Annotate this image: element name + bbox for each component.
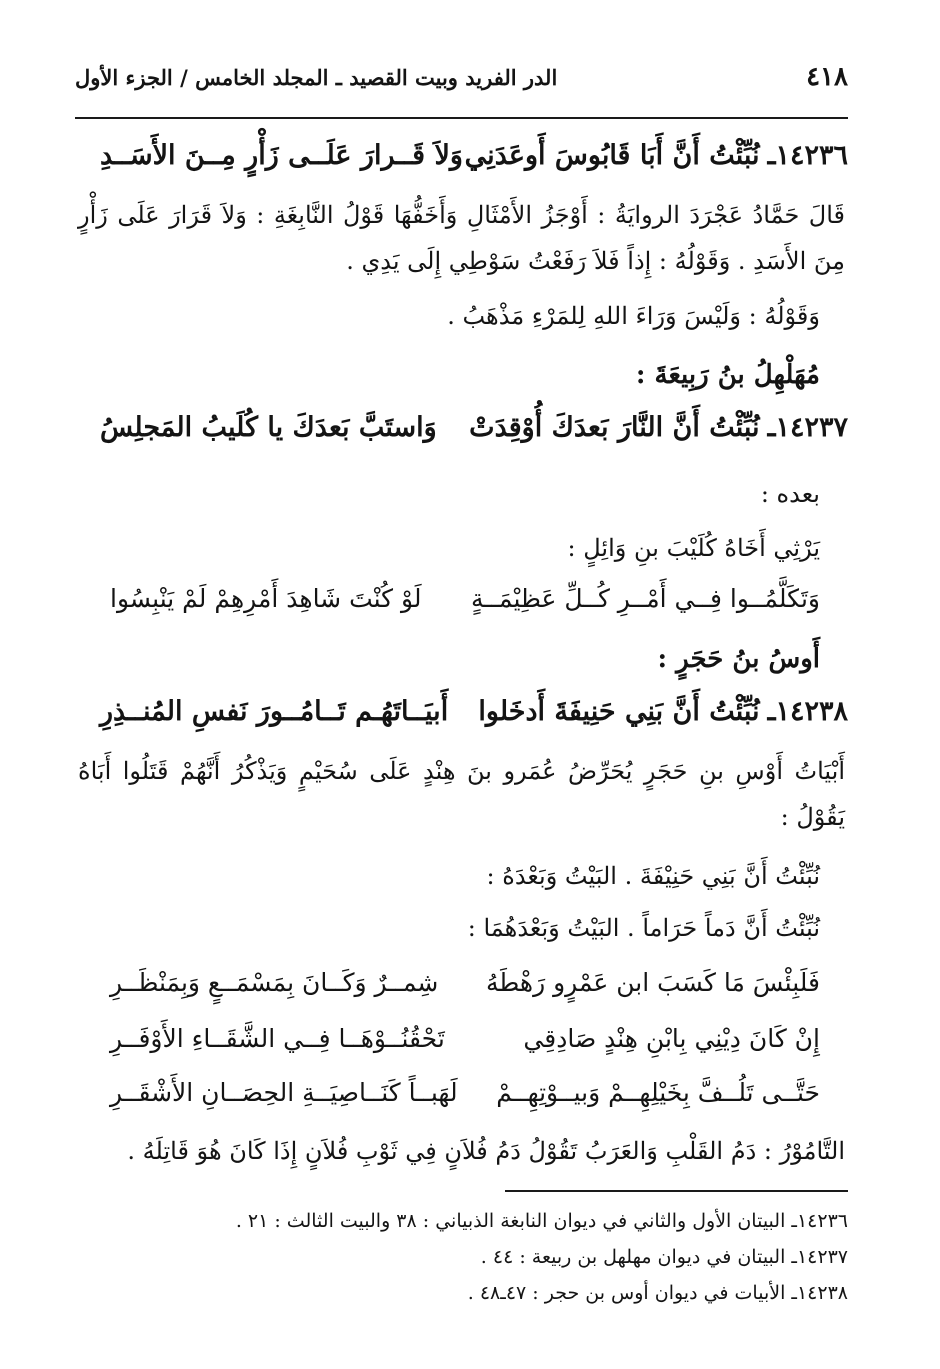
- verse-number: ١٤٢٣٨ـ: [767, 696, 848, 727]
- footnote: ١٤٢٣٦ـ البيتان الأول والثاني في ديوان النابغة الذبياني : ٣٨ والبيت الثالث : ٢١ .: [235, 1210, 848, 1232]
- commentary-paragraph: قَالَ حَمَّادُ عَجْرَدَ الروايَةُ : أَوْجَزُ الأَمْثَالِ وَأَخَفُّهَا قَوْلُ النَّابِغَةِ : وَلاَ قَرَارَ عَلَى زَأْرٍ مِنَ الأَسَدِ . وَقَوْلُهُ : إِذاً فَلاَ رَفَعْتُ سَوْطِي إِلَى يَدِي .: [78, 201, 845, 275]
- verse-hemistich-second: لَوْ كُنْتَ شَاهِدَ أَمْرِهِمْ لَمْ يَنْبِسُوا: [110, 584, 422, 613]
- verse-hemistich-first: نُبِّئْتُ أَنَّ النَّارَ بَعدَكَ أُوْقِدَتْ: [469, 412, 760, 443]
- header-rule: [75, 117, 848, 119]
- verse-14238: [100, 696, 848, 740]
- verse-couplet: [110, 1024, 820, 1068]
- reference-line: نُبِّئْتُ أَنَّ بَنِي حَنِيْفَةَ . البَيْتُ وَبَعْدَهُ :: [486, 862, 820, 890]
- verse-couplet: [110, 584, 820, 628]
- verse-hemistich-second: لَهَبــاً كَنَــاصِيَــةِ الحِصَــانِ الأَشْقَــرِ: [110, 1078, 458, 1107]
- running-title: الدر الفريد وبيت القصيد ـ المجلد الخامس / الجزء الأول: [75, 65, 558, 90]
- verse-hemistich-second: شِمــرٌ وَكَــانَ بِمَسْمَــعٍ وَبِمَنْظَــرِ: [110, 968, 439, 997]
- page-number: ٤١٨: [806, 62, 848, 92]
- verse-hemistich-first: وَتَكَلَّمُــوا فِــي أَمْــرِ كُــلِّ عَظِيْمَــةٍ: [470, 584, 820, 613]
- verse-14237: [100, 412, 848, 456]
- footnote: ١٤٢٣٧ـ البيتان في ديوان مهلهل بن ربيعة : ٤٤ .: [480, 1246, 848, 1268]
- footnote: ١٤٢٣٨ـ الأبيات في ديوان أوس بن حجر : ٤٧ـ٤٨ .: [467, 1282, 848, 1304]
- verse-hemistich-second: تَحْقُنُــوْهَــا فِــي الشَّقَــاءِ الأَوْفَــرِ: [110, 1024, 445, 1053]
- running-header: [75, 62, 848, 102]
- elegy-line: يَرْثِي أَخَاهُ كُلَيْبَ بنِ وَائِلٍ :: [567, 534, 820, 562]
- verse-hemistich-second: وَاستَبَّ بَعدَكَ يا كُلَيبُ المَجلِسُ: [100, 412, 437, 443]
- verse-number: ١٤٢٣٦ـ: [767, 140, 848, 171]
- verse-hemistich-second: وَلاَ قَــرارَ عَلَــى زَأْرٍ مِــنَ الأَسَــدِ: [100, 140, 463, 171]
- commentary-paragraph: أَبْيَاتُ أَوْسِ بنِ حَجَرٍ يُحَرِّضُ عُمَرو بنَ هِنْدٍ عَلَى سُحَيْمٍ وَيَذْكُرُ أَنَّهُمْ قَتَلُوا أَبَاهُ يَقُوْلُ :: [78, 757, 845, 831]
- verse-hemistich-first: نُبِّئْتُ أَنَّ بَنِي حَنِيفَةَ أَدخَلوا: [478, 696, 760, 727]
- poet-name: أَوسُ بنُ حَجَرٍ :: [657, 644, 820, 674]
- verse-hemistich-second: أَبيَــاتَهُـم تَــامُــورَ نَفسِ المُنــذِرِ: [100, 696, 449, 727]
- verse-hemistich-first: إِنْ كَانَ دِيْنِي بِابْنِ هِنْدٍ صَادِقِي: [523, 1024, 820, 1053]
- commentary-line: وَقَوْلُهُ : وَلَيْسَ وَرَاءَ اللهِ لِلمَرْءِ مَذْهَبُ .: [447, 302, 820, 330]
- poet-name: مُهَلْهِلُ بنُ رَبِيعَةَ :: [635, 360, 820, 390]
- verse-number: ١٤٢٣٧ـ: [767, 412, 848, 443]
- verse-couplet: [110, 1078, 820, 1122]
- verse-hemistich-first: فَلَبِئْسَ مَا كَسَبَ ابن عَمْرٍو رَهْطَهُ: [485, 968, 820, 997]
- verse-couplet: [110, 968, 820, 1012]
- reference-line: نُبِّئْتُ أَنَّ دَماً حَرَاماً . البَيْتُ وَبَعْدَهُمَا :: [467, 914, 820, 942]
- footnote-rule: [505, 1190, 848, 1192]
- after-label: بعده :: [760, 480, 820, 508]
- verse-hemistich-first: حَتَّــى تَلُــفَّ بِخَيْلِهِــمْ وَبيــوْتِهِــمْ: [496, 1078, 820, 1107]
- verse-14236: [100, 140, 848, 184]
- commentary-paragraph: التَّامُوْرُ : دَمُ القَلْبِ وَالعَرَبُ تَقُوْلُ دَمُ فُلاَنٍ فِي ثَوْبِ فُلاَنٍ إِذَا كَانَ هُوَ قَاتِلَهُ .: [127, 1137, 845, 1165]
- verse-hemistich-first: نُبِّئْتُ أَنَّ أَبَا قَابُوسَ أَوعَدَنِي: [464, 140, 760, 171]
